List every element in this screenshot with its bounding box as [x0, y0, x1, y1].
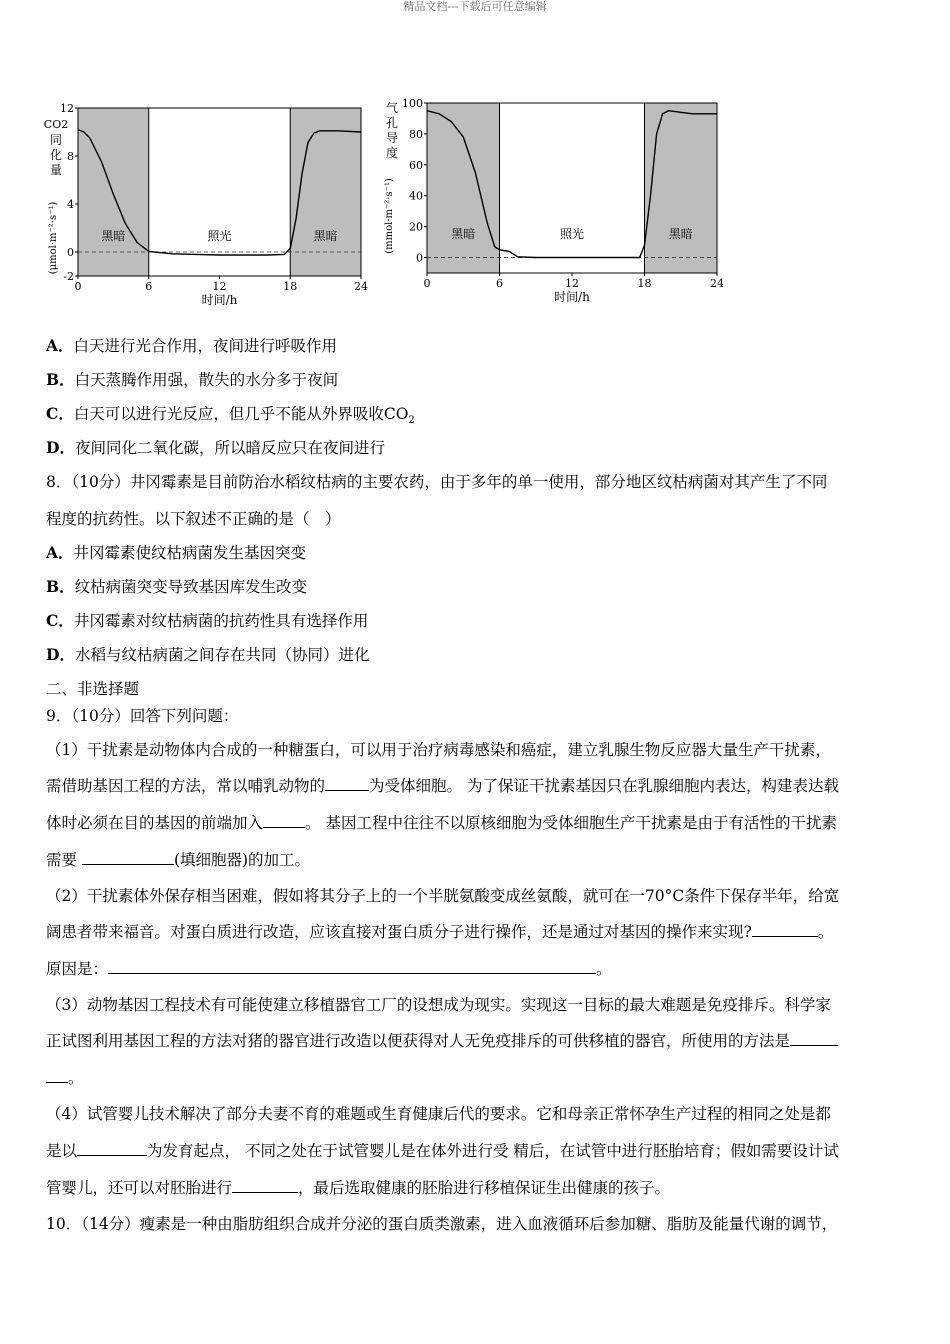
q9-p3-line2: 正试图利用基因工程的方法对猪的器官进行改造以便获得对人无免疫排斥的可供移植的器官，所使用的方法是 [46, 1031, 838, 1051]
q8-option-b: B．纹枯病菌突变导致基因库发生改变 [46, 577, 308, 596]
q7-option-a: A．白天进行光合作用，夜间进行呼吸作用 [46, 336, 338, 355]
dark-period-region [78, 108, 149, 276]
x-tick-label: 24 [354, 280, 368, 293]
x-tick-label: 18 [283, 280, 298, 293]
q9-p2-line1: （2）干扰素体外保存相当困难，假如将其分子上的一个半胱氨酸变成丝氨酸，就可在一70°C条件下保存半年，给宽 [46, 887, 840, 905]
q9-p2-line3: 原因是： 。 [46, 960, 612, 978]
q8-option-d: D．水稻与纹枯病菌之间存在共同（协同）进化 [46, 645, 370, 664]
q9-p1-line4: 需要 (填细胞器)的加工。 [46, 851, 311, 869]
y-tick-label: 100 [402, 98, 423, 110]
q9-p4-line3: 管婴儿，还可以对胚胎进行 ，最后选取健康的胚胎进行移植保证生出健康的孩子。 [46, 1179, 671, 1197]
y-tick-label: 8 [67, 150, 74, 163]
q10-stem-line1: 10．（14分）瘦素是一种由脂肪组织合成并分泌的蛋白质类激素，进入血液循环后参加糖、脂肪及能量代谢的调节， [46, 1215, 838, 1233]
y-axis-label-char: 孔 [385, 116, 399, 130]
dark-period-region [290, 108, 361, 276]
section-heading: 二、非选择题 [46, 680, 140, 698]
x-tick-label: 0 [423, 277, 431, 290]
q7-option-c: C．白天可以进行光反应，但几乎不能从外界吸收$CO_2$ [46, 404, 415, 427]
answer-blank[interactable] [752, 922, 818, 937]
region-label: 照光 [207, 229, 232, 243]
q8-stem-line2: 程度的抗药性。以下叙述不正确的是（ ） [46, 510, 341, 528]
q7-option-b: B．白天蒸腾作用强，散失的水分多于夜间 [46, 370, 339, 389]
y-tick-label: 4 [67, 198, 74, 211]
answer-blank[interactable] [77, 1141, 147, 1156]
y-axis-label-char: 气 [385, 101, 399, 115]
dark-period-region [427, 103, 500, 273]
q9-p4-line2: 是以 为发育起点， 不同之处在于试管婴儿是在体外进行受 精后，在试管中进行胚胎培育；假如需要设计试 [46, 1142, 839, 1160]
dark-period-region [645, 103, 718, 273]
x-axis-label: 时间/h [554, 290, 590, 304]
answer-blank[interactable] [325, 776, 369, 791]
y-axis-label-char: 同 [49, 133, 63, 147]
x-tick-label: 24 [710, 277, 724, 290]
q9-p3-line1: （3）动物基因工程技术有可能使建立移植器官工厂的设想成为现实。实现这一目标的最大难题是免疫排斥。科学家 [46, 996, 831, 1014]
region-label: 黑暗 [668, 227, 693, 241]
q7-option-d: D．夜间同化二氧化碳，所以暗反应只在夜间进行 [46, 438, 385, 457]
y-axis-unit: (μmol·m⁻²·s⁻¹) [48, 201, 59, 275]
y-tick-label: 0 [416, 251, 423, 265]
y-tick-label: 40 [409, 189, 423, 203]
q8-stem-line1: 8．（10分）井冈霉素是目前防治水稻纹枯病的主要农药，由于多年的单一使用，部分地区纹枯病菌对其产生了不同 [46, 473, 828, 491]
y-tick-label: -2 [63, 270, 74, 283]
answer-blank[interactable] [46, 1068, 68, 1083]
y-axis-label-char: 度 [385, 146, 399, 160]
y-tick-label: 0 [67, 246, 74, 259]
y-axis-label-char: 化 [49, 148, 63, 162]
q9-p4-line1: （4）试管婴儿技术解决了部分夫妻不育的难题或生育健康后代的要求。它和母亲正常怀孕生产过程的相同之处是都 [46, 1105, 831, 1123]
q8-option-c: C．井冈霉素对纹枯病菌的抗药性具有选择作用 [46, 611, 369, 630]
region-label: 照光 [559, 227, 585, 241]
answer-blank[interactable] [790, 1031, 838, 1046]
region-label: 黑暗 [101, 229, 126, 243]
y-tick-label: 20 [409, 220, 423, 234]
region-label: 黑暗 [313, 229, 338, 243]
x-tick-label: 6 [145, 280, 153, 293]
y-axis-label-char: 量 [49, 163, 63, 177]
answer-blank[interactable] [108, 959, 596, 974]
q9-p1-line1: （1）干扰素是动物体内合成的一种糖蛋白，可以用于治疗病毒感染和癌症，建立乳腺生物反应器大量生产干扰素， [46, 741, 831, 759]
x-axis-label: 时间/h [201, 293, 238, 307]
y-axis-label [384, 100, 398, 254]
y-tick-label: 80 [409, 127, 423, 141]
co2-assimilation-chart [40, 98, 370, 313]
q9-title: 9．（10分）回答下列问题： [46, 707, 239, 725]
answer-blank[interactable] [263, 813, 305, 828]
x-tick-label: 12 [565, 277, 579, 290]
region-label: 黑暗 [451, 227, 476, 241]
y-axis-unit: (mmol·m⁻²·s⁻¹) [384, 178, 395, 254]
q9-p3-line3: 。 [46, 1068, 84, 1088]
y-tick-label: 60 [409, 158, 423, 172]
page-header: 精品文档---下载后可任意编辑 [403, 0, 547, 13]
q9-p2-line2: 阔患者带来福音。对蛋白质进行改造，应该直接对蛋白质分子进行操作，还是通过对基因的操作来实现? 。 [46, 923, 834, 941]
q8-option-a: A．井冈霉素使纹枯病菌发生基因突变 [46, 543, 307, 562]
q9-p1-line2: 需借助基因工程的方法，常以哺乳动物的 为受体细胞。 为了保证干扰素基因只在乳腺细胞内表达，构建表达载 [46, 777, 839, 795]
y-axis-label [44, 118, 68, 274]
x-tick-label: 6 [496, 277, 503, 290]
x-tick-label: 12 [212, 280, 227, 293]
answer-blank[interactable] [82, 850, 174, 865]
stomatal-conductance-chart [380, 98, 730, 313]
q9-p1-line3: 体时必须在目的基因的前端加入 。 基因工程中往往不以原核细胞为受体细胞生产干扰素是由于有活性的干扰素 [46, 814, 837, 832]
x-tick-label: 18 [637, 277, 652, 290]
x-tick-label: 0 [74, 280, 82, 293]
y-tick-label: 12 [60, 102, 74, 115]
y-axis-label-char: 导 [385, 131, 399, 145]
answer-blank[interactable] [232, 1178, 298, 1193]
y-axis-label-co2: CO2 [43, 118, 69, 131]
